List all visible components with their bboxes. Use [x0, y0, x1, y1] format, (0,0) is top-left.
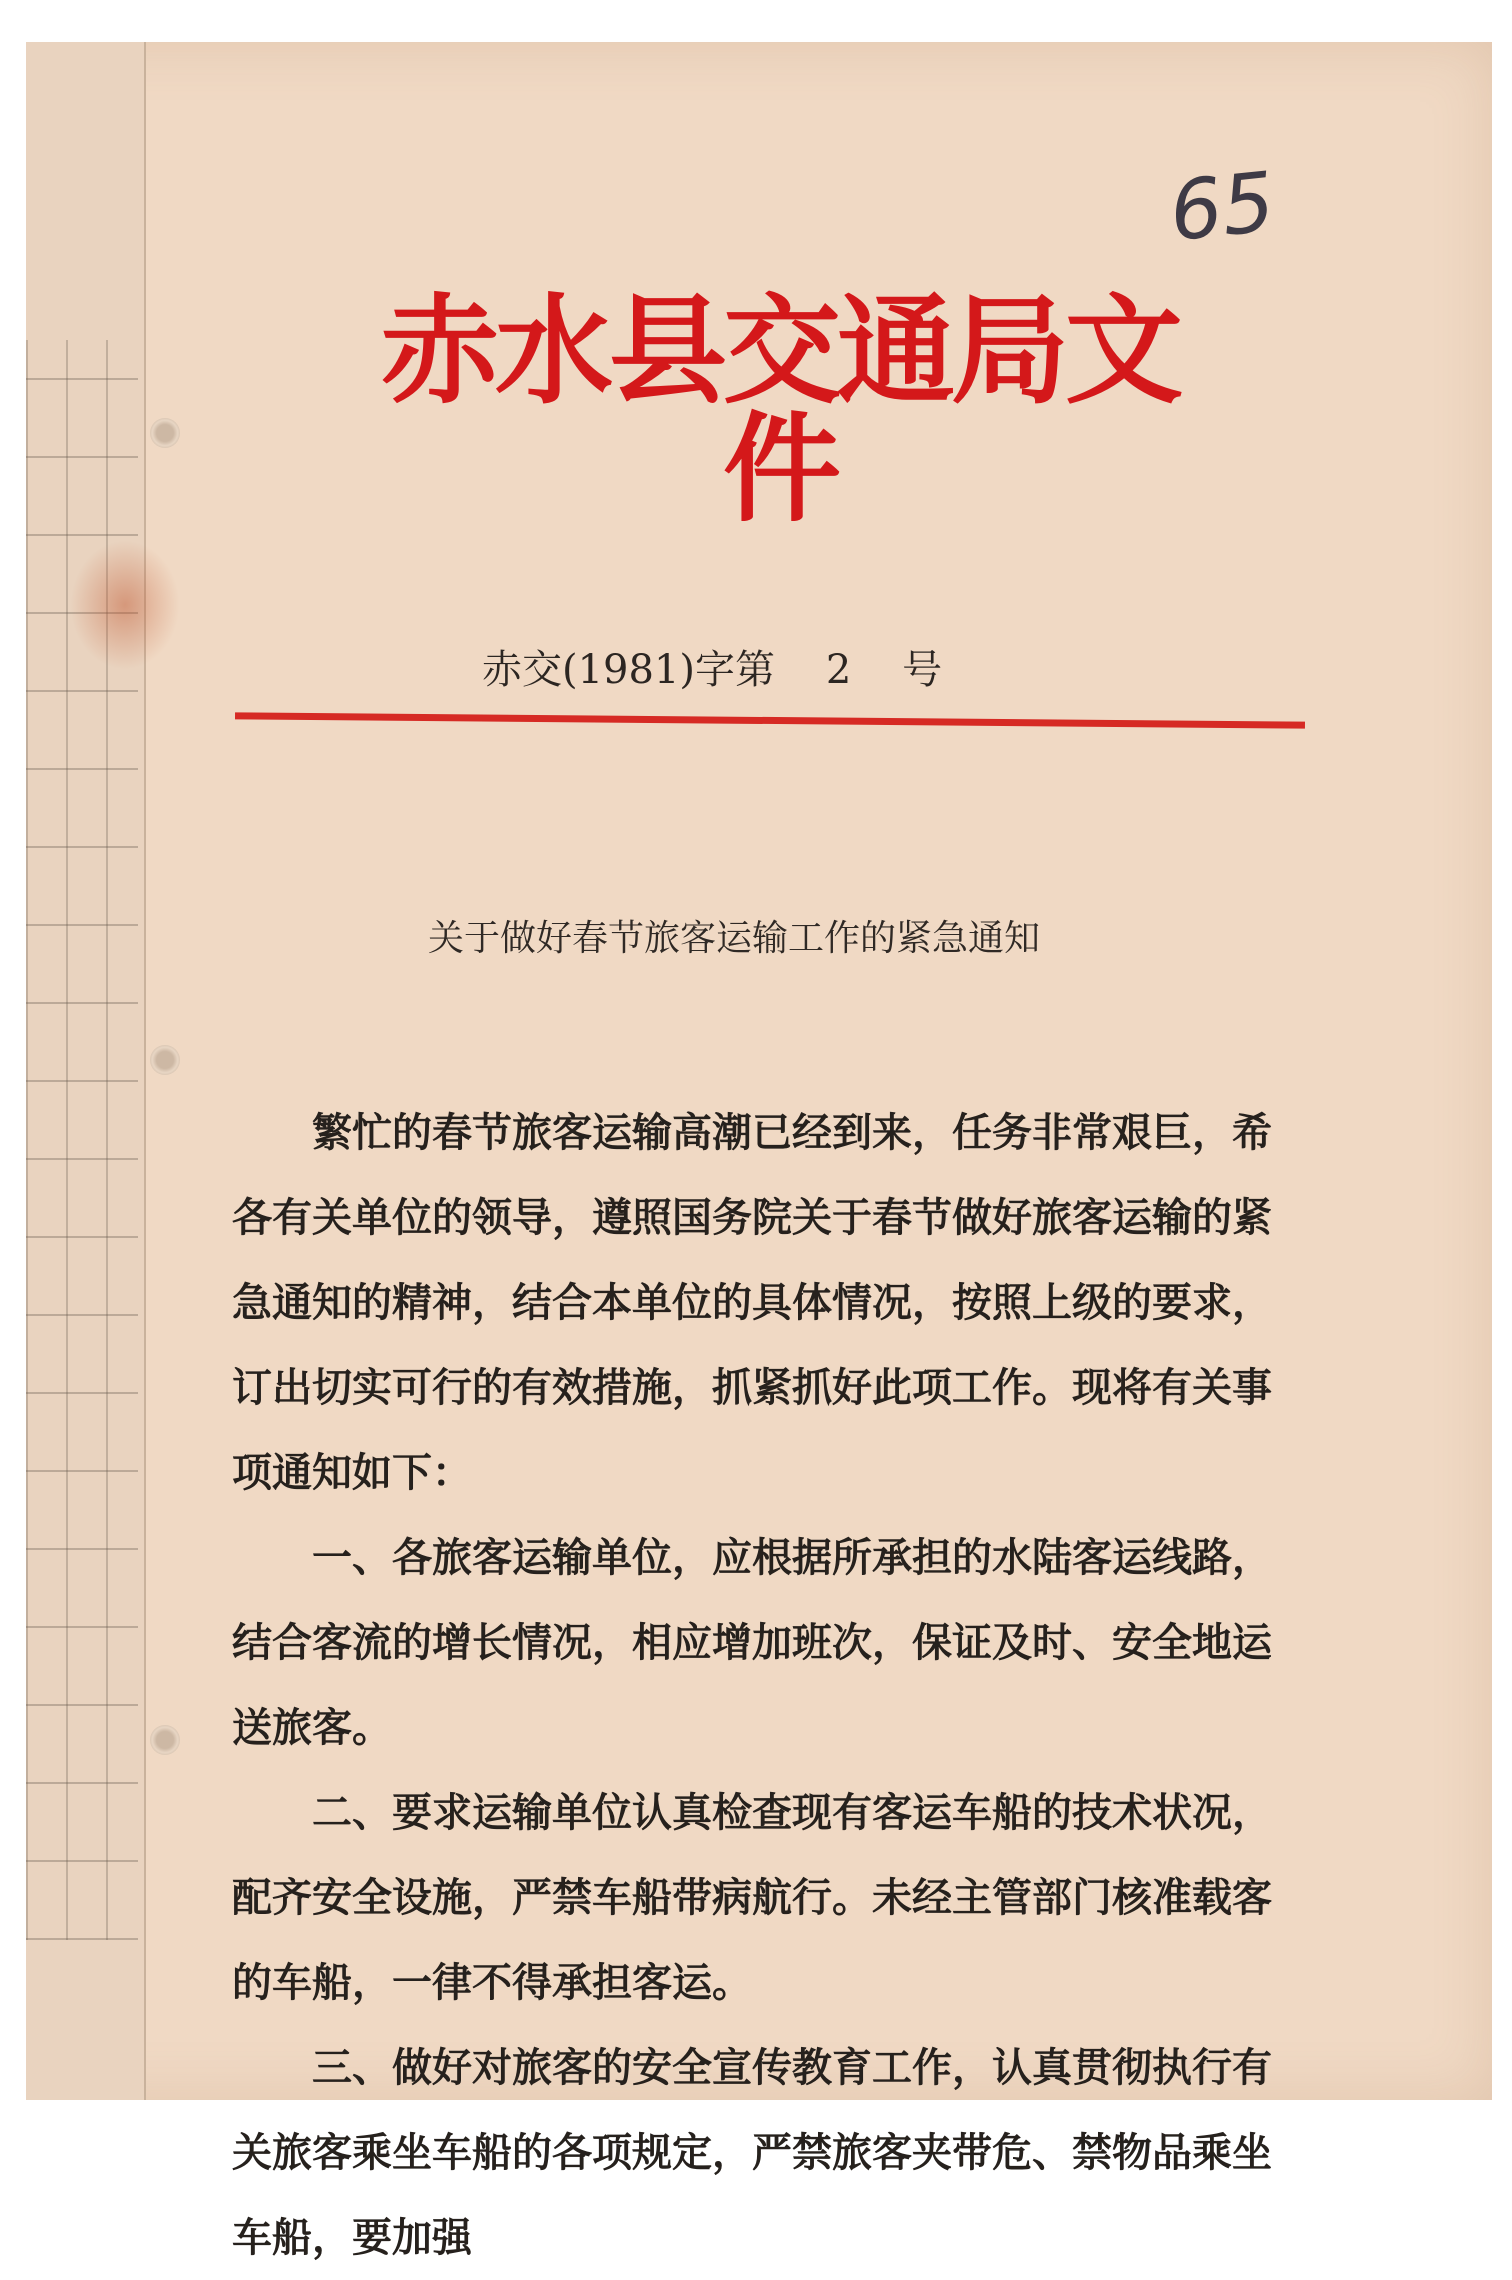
body-item-1: 一、各旅客运输单位，应根据所承担的水陆客运线路，结合客流的增长情况，相应增加班次，保证及时、安全地运送旅客。	[232, 1534, 1272, 1751]
punch-hole	[150, 1045, 180, 1075]
body-intro: 繁忙的春节旅客运输高潮已经到来，任务非常艰巨，希各有关单位的领导，遵照国务院关于春节做好旅客运输的紧急通知的精神，结合本单位的具体情况，按照上级的要求，订出切实可行的有效措施，抓紧抓好此项工作。现将有关事项通知如下：	[232, 1109, 1272, 1496]
handwritten-page-number: 65	[1165, 154, 1280, 261]
punch-hole	[150, 1725, 180, 1755]
punch-hole	[150, 418, 180, 448]
rust-stain	[70, 540, 180, 670]
notice-title: 关于做好春节旅客运输工作的紧急通知	[428, 918, 1041, 959]
notice-body	[232, 1090, 1277, 2280]
document-number: 赤交(1981)字第 2 号	[482, 647, 943, 693]
document-title: 赤水县交通局文件	[380, 281, 1179, 538]
body-item-3: 三、做好对旅客的安全宣传教育工作，认真贯彻执行有关旅客乘坐车船的各项规定，严禁旅客夹带危、禁物品乘坐车船，要加强	[232, 2044, 1272, 2261]
body-item-2: 二、要求运输单位认真检查现有客运车船的技术状况，配齐安全设施，严禁车船带病航行。未经主管部门核准载客的车船，一律不得承担客运。	[232, 1789, 1272, 2006]
